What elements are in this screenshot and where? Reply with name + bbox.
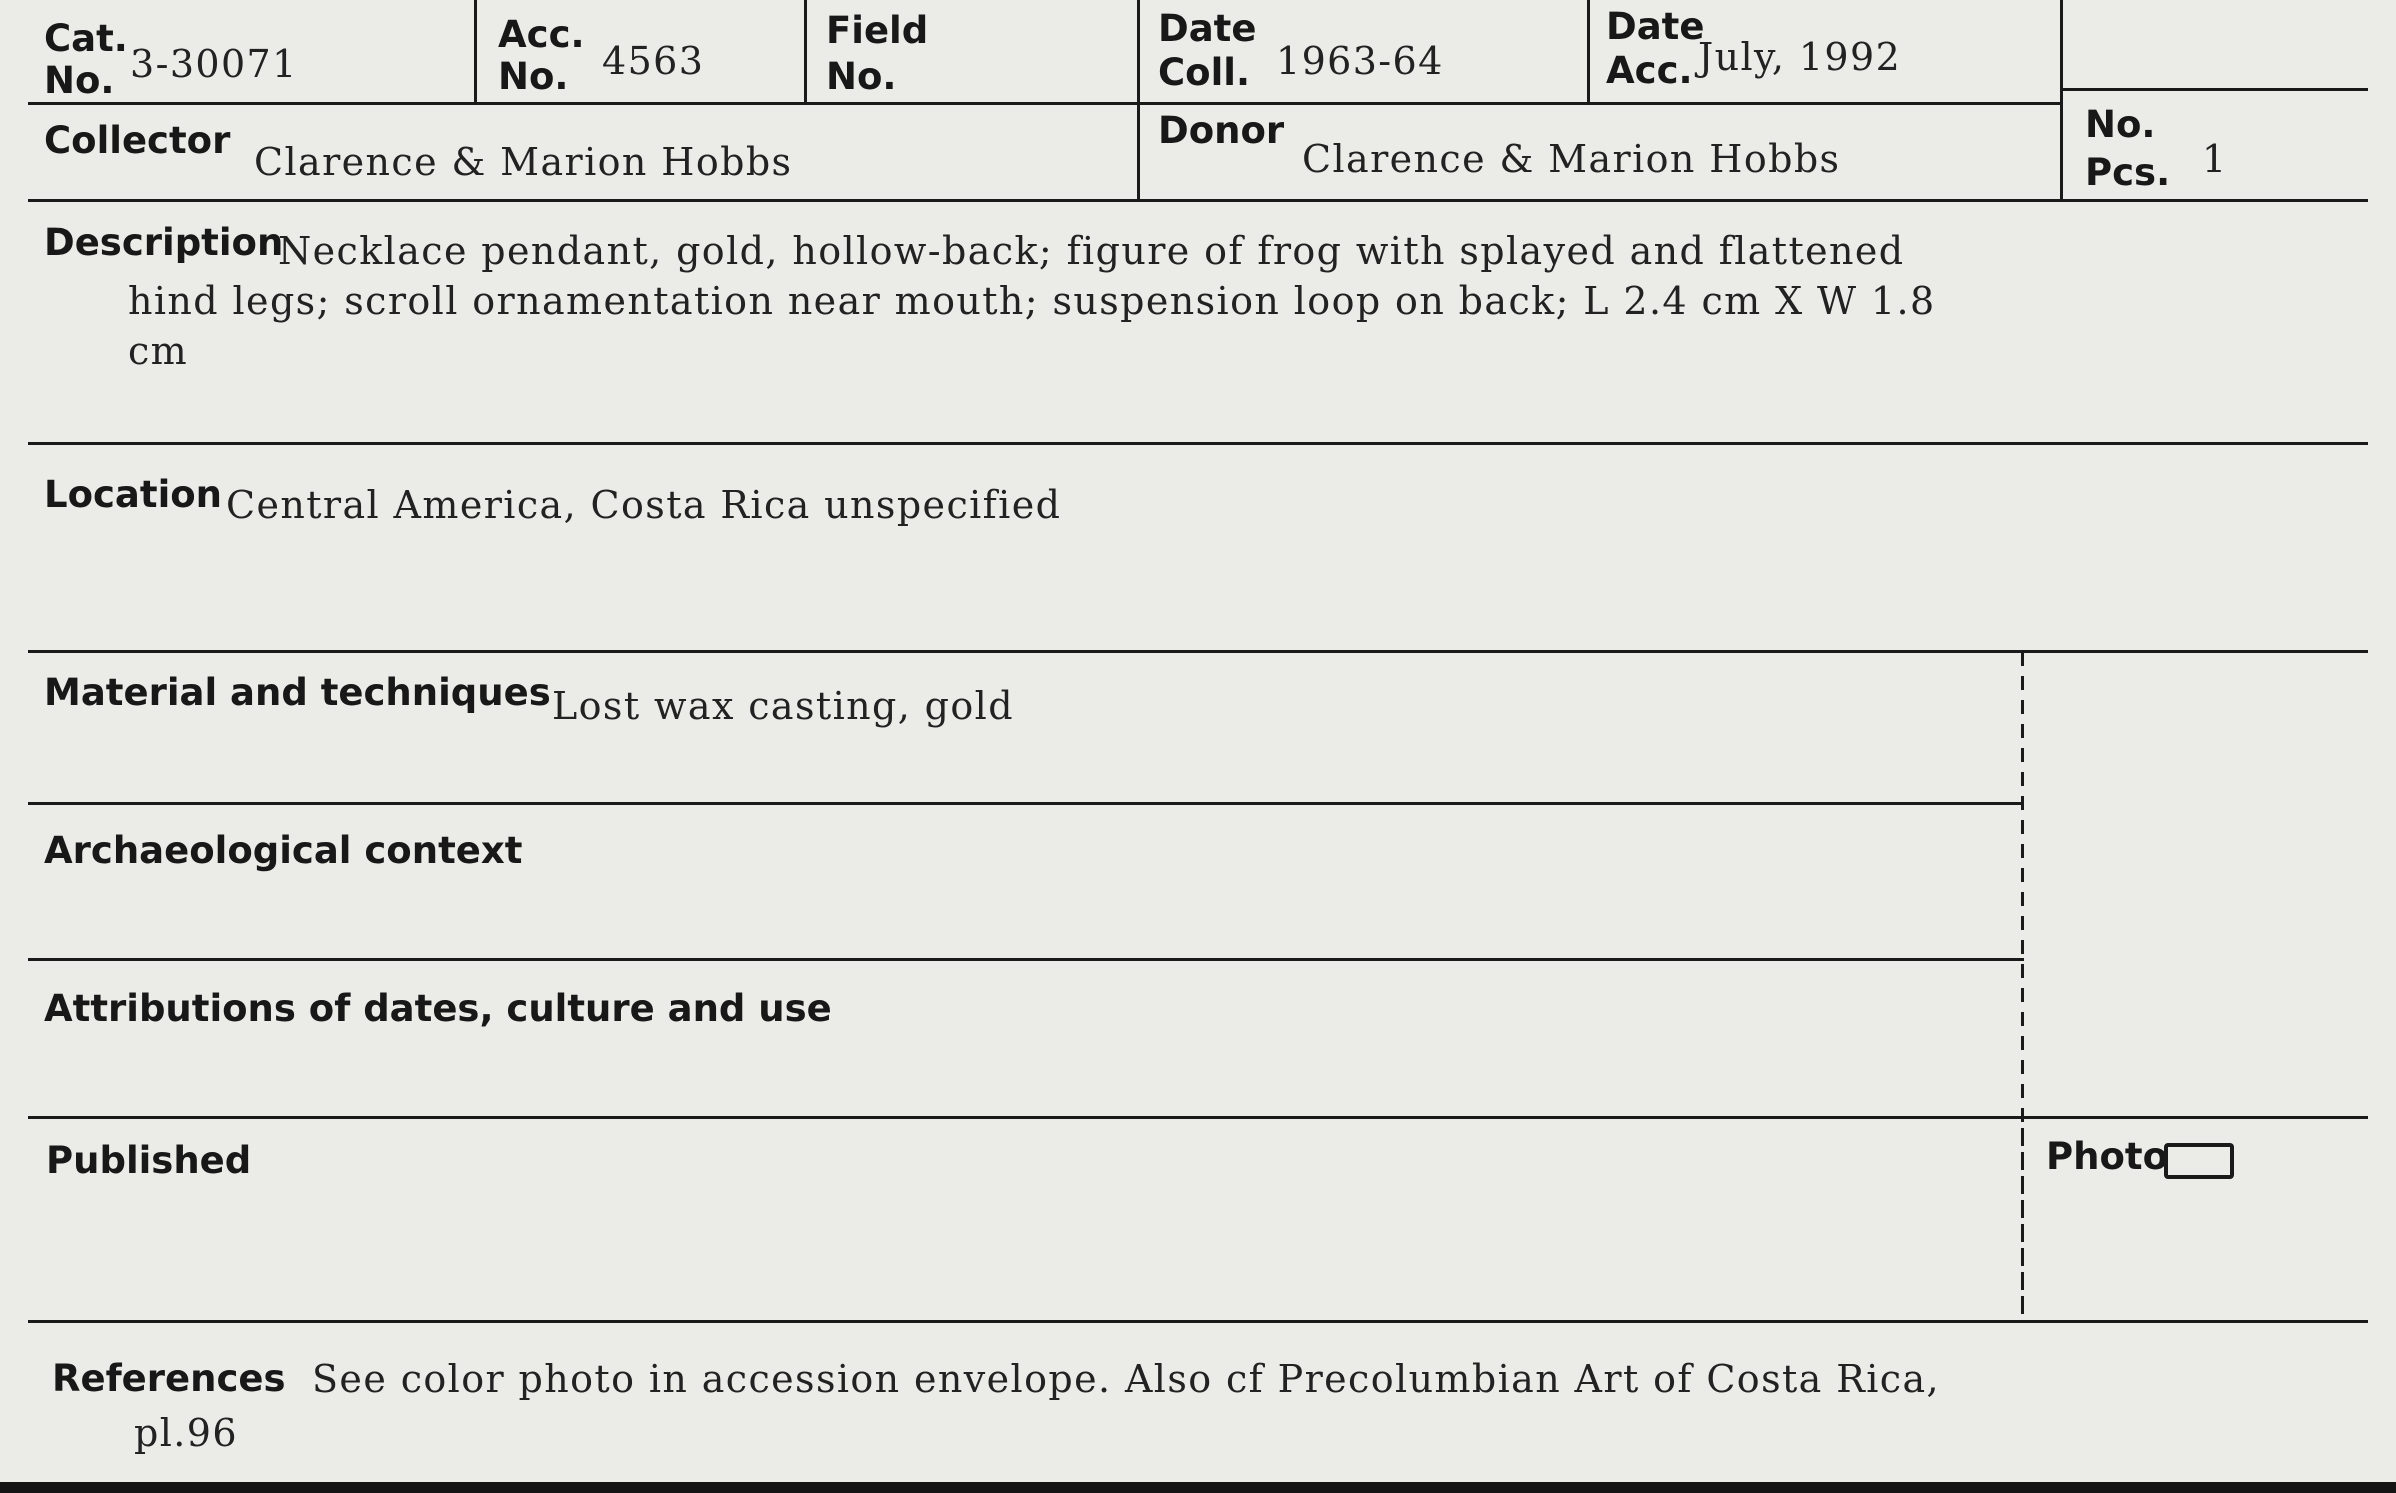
label-acc-no: No. <box>498 55 569 98</box>
label-field-no: No. <box>826 55 897 98</box>
rule-header-bottom <box>28 102 2063 105</box>
label-photo: Photo <box>2046 1135 2168 1178</box>
label-material: Material and techniques <box>44 671 551 714</box>
rule-published-bottom <box>28 1320 2368 1323</box>
label-acc: Acc. <box>498 13 585 56</box>
rule-description-bottom <box>28 442 2368 445</box>
donor-value: Clarence & Marion Hobbs <box>1302 137 1841 181</box>
divider-dateacc-right <box>2060 0 2063 201</box>
photo-checkbox[interactable] <box>2164 1143 2234 1179</box>
label-collector: Collector <box>44 119 231 162</box>
label-date-coll: Date <box>1158 7 1257 50</box>
label-date-coll-2: Coll. <box>1158 51 1250 94</box>
rule-collector-bottom <box>28 199 2368 202</box>
label-no-pcs-2: Pcs. <box>2085 151 2171 194</box>
label-donor: Donor <box>1158 109 1285 152</box>
date-coll-value: 1963-64 <box>1276 39 1444 83</box>
divider-cat-acc <box>474 0 477 104</box>
location-value: Central America, Costa Rica unspecified <box>226 483 1062 527</box>
rule-archaeological-bottom <box>28 958 2024 961</box>
label-field: Field <box>826 9 929 52</box>
divider-acc-field <box>804 0 807 104</box>
no-pcs-value: 1 <box>2202 137 2228 181</box>
label-archaeological: Archaeological context <box>44 829 523 872</box>
divider-field-date <box>1137 0 1140 201</box>
label-published: Published <box>46 1139 252 1182</box>
rule-attributions-bottom <box>28 1116 2368 1119</box>
description-line-1: Necklace pendant, gold, hollow-back; figure of frog with splayed and flattened <box>278 229 1905 273</box>
label-attributions: Attributions of dates, culture and use <box>44 987 832 1030</box>
divider-datecoll-dateacc <box>1587 0 1590 104</box>
rule-location-bottom <box>28 650 2368 653</box>
references-line-2: pl.96 <box>134 1411 238 1455</box>
label-location: Location <box>44 473 223 516</box>
label-date-acc: Date <box>1606 5 1705 48</box>
cat-no-value: 3-30071 <box>130 42 298 86</box>
collector-value: Clarence & Marion Hobbs <box>254 140 793 184</box>
label-cat: Cat. <box>44 17 128 60</box>
date-acc-value: July, 1992 <box>1698 35 1902 79</box>
label-date-acc-2: Acc. <box>1606 49 1693 92</box>
label-no-pcs: No. <box>2085 103 2156 146</box>
references-line-1: See color photo in accession envelope. Also cf Precolumbian Art of Costa Rica, <box>312 1357 1940 1401</box>
label-references: References <box>52 1357 286 1400</box>
photo-column-divider-lower <box>2021 1128 2024 1318</box>
rule-header-right-step <box>2060 88 2368 91</box>
material-value: Lost wax casting, gold <box>552 684 1014 728</box>
acc-no-value: 4563 <box>602 39 705 83</box>
label-description: Description <box>44 221 284 264</box>
rule-material-bottom <box>28 802 2024 805</box>
description-line-2: hind legs; scroll ornamentation near mouth; suspension loop on back; L 2.4 cm X W 1.8 <box>128 279 1936 323</box>
description-line-3: cm <box>128 329 189 373</box>
scan-edge <box>0 1482 2396 1493</box>
label-cat-no: No. <box>44 59 115 102</box>
